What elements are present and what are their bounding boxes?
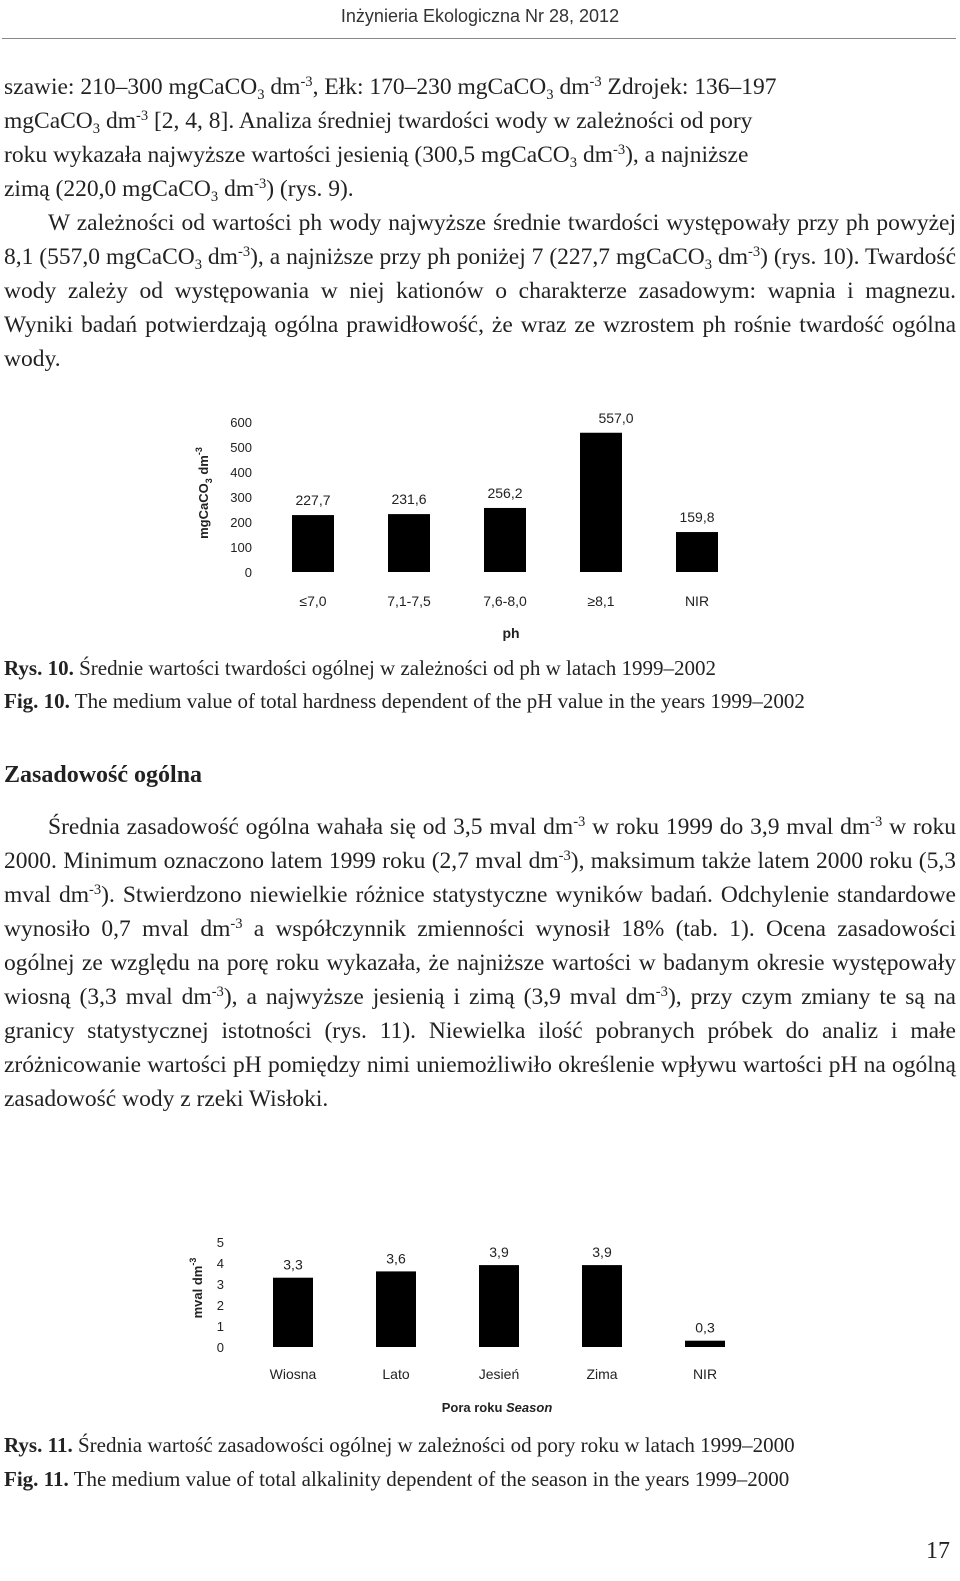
y-tick-label: 1 (216, 1319, 224, 1334)
data-label: 0,3 (695, 1319, 715, 1336)
figure-11-caption-en: Fig. 11. The medium value of total alkalinity dependent of the season in the years 1999–2000 (4, 1467, 790, 1491)
x-tick-label: Jesień (478, 1366, 520, 1382)
y-axis-label: mval $dm^{-3}$ (188, 1257, 205, 1319)
bar-3 (479, 1265, 519, 1347)
data-label: 159,8 (679, 509, 715, 526)
page-number: 17 (926, 1538, 950, 1564)
paragraph-1-line-1: szawie: 210–300 mgCaCO$_3$ $dm^{-3}$, Ełk: 170–230 mgCaCO$_3$ $dm^{-3}$ Zdrojek: 136–197 (4, 74, 777, 104)
data-label: 227,7 (295, 492, 331, 509)
bar-4 (580, 433, 622, 572)
x-tick-label: ≤7,0 (299, 593, 327, 609)
paragraph-1-line-2: mgCaCO$_3$ $dm^{-3}$ [2, 4, 8]. Analiza średniej twardości wody w zależności od pory (4, 108, 753, 138)
paragraph-3: Średnia zasadowość ogólna wahała się od 3,5 mval $dm^{-3}$ w roku 1999 do 3,9 mval $dm^{-3}$ w roku 2000. Minimum oznaczono latem 1999 roku (2,7 mval $dm^{-3}$), maksimum także latem 2000 roku (5,3 mval $dm^{-3}$). Stwierdzono niewielkie różnice statystyczne wyników badań. Odchylenie standardowe wynosiło 0,7 mval $dm^{-3}$ a współczynnik zmienności wynosił 18% (tab. 1). Ocena zasadowości ogólnej ze względu na porę roku wykazała, że najniższe wartości w badanym okresie występowały wiosną (3,3 mval $dm^{-3}$), a najwyższe jesienią i zimą (3,9 mval $dm^{-3}$), przy czym zmiany te są na granicy statystycznej istotności (rys. 11). Niewielka ilość pobranych próbek do analiz i małe zróżnicowanie wartości pH pomiędzy nimi uniemożliwiło określenie wpływu wartości pH na ogólną zasadowość wody z rzeki Wisłoki. (4, 814, 956, 1112)
y-tick-label: 0 (216, 1340, 224, 1355)
x-tick-label: NIR (692, 1366, 718, 1382)
data-label: 557,0 (598, 409, 634, 426)
bar-1 (273, 1278, 313, 1347)
svg-text:mgCaCO3 dm-3: mgCaCO$_3$ $dm^{-3}$ (194, 447, 214, 539)
figure-11-caption-pl: Rys. 11. Średnia wartość zasadowości ogólnej w zależności od pory roku w latach 1999–2000 (4, 1433, 795, 1457)
data-label: 256,2 (487, 484, 523, 501)
data-label: 3,9 (489, 1244, 509, 1261)
data-label: 3,6 (386, 1250, 406, 1267)
x-tick-label: Zima (586, 1366, 618, 1382)
bar-5 (685, 1341, 725, 1347)
y-axis-label (194, 447, 214, 539)
x-axis-label: Pora roku Season (441, 1400, 553, 1415)
x-tick-label: Lato (382, 1366, 410, 1382)
bar-3 (484, 508, 526, 572)
running-header: Inżynieria Ekologiczna Nr 28, 2012 (340, 6, 620, 26)
x-tick-label: NIR (684, 593, 710, 609)
y-tick-label: 3 (216, 1277, 224, 1292)
y-tick-label: 5 (216, 1235, 224, 1250)
header-rule (2, 38, 956, 39)
y-tick-label: 300 (230, 490, 252, 505)
bar-5 (676, 532, 718, 572)
paragraph-2: W zależności od wartości ph wody najwyższe średnie twardości występowały przy ph powyżej 8,1 (557,0 mgCaCO$_3$ $dm^{-3}$), a najniższe przy ph poniżej 7 (227,7 mgCaCO$_3$ $dm^{-3}$) (rys. 10). Twardość wody zależy od występowania w niej kationów o charakterze zasadowym: wapnia i magnezu. Wyniki badań potwierdzają ogólna prawidłowość, że wraz ze wzrostem ph rośnie twardość ogólna wody. (4, 210, 957, 372)
paragraph-1-line-3: roku wykazała najwyższe wartości jesienią (300,5 mgCaCO$_3$ $dm^{-3}$), a najniższe (4, 142, 749, 172)
paragraph-1 (4, 70, 956, 206)
y-tick-label: 0 (244, 565, 252, 580)
y-tick-label: 2 (216, 1298, 224, 1313)
paragraph-1-line-4: zimą (220,0 mgCaCO$_3$ $dm^{-3}$) (rys. 9). (4, 176, 354, 206)
x-tick-label: Wiosna (269, 1366, 317, 1382)
figure-10-caption-pl: Rys. 10. Średnie wartości twardości ogólnej w zależności od ph w latach 1999–2002 (4, 656, 716, 680)
bar-4 (582, 1265, 622, 1347)
figure-10-caption-en: Fig. 10. The medium value of total hardness dependent of the pH value in the years 1999–2002 (4, 689, 805, 713)
x-tick-label: 7,1-7,5 (387, 593, 431, 609)
bar-1 (292, 515, 334, 572)
data-label: 3,9 (592, 1244, 612, 1261)
section-heading: Zasadowość ogólna (4, 762, 203, 788)
y-tick-label: 100 (230, 540, 252, 555)
y-tick-label: 500 (230, 440, 252, 455)
figure-11-chart (180, 1212, 760, 1424)
y-tick-label: 600 (230, 415, 252, 430)
data-label: 3,3 (283, 1256, 303, 1273)
y-tick-label: 400 (230, 465, 252, 480)
figure-10-chart (180, 398, 760, 648)
y-tick-label: 200 (230, 515, 252, 530)
y-tick-label: 4 (216, 1256, 224, 1271)
bar-2 (376, 1271, 416, 1347)
data-label: 231,6 (391, 491, 427, 508)
x-tick-label: ≥8,1 (587, 593, 615, 609)
x-tick-label: 7,6-8,0 (483, 593, 527, 609)
bar-2 (388, 514, 430, 572)
x-axis-label: ph (502, 625, 520, 641)
